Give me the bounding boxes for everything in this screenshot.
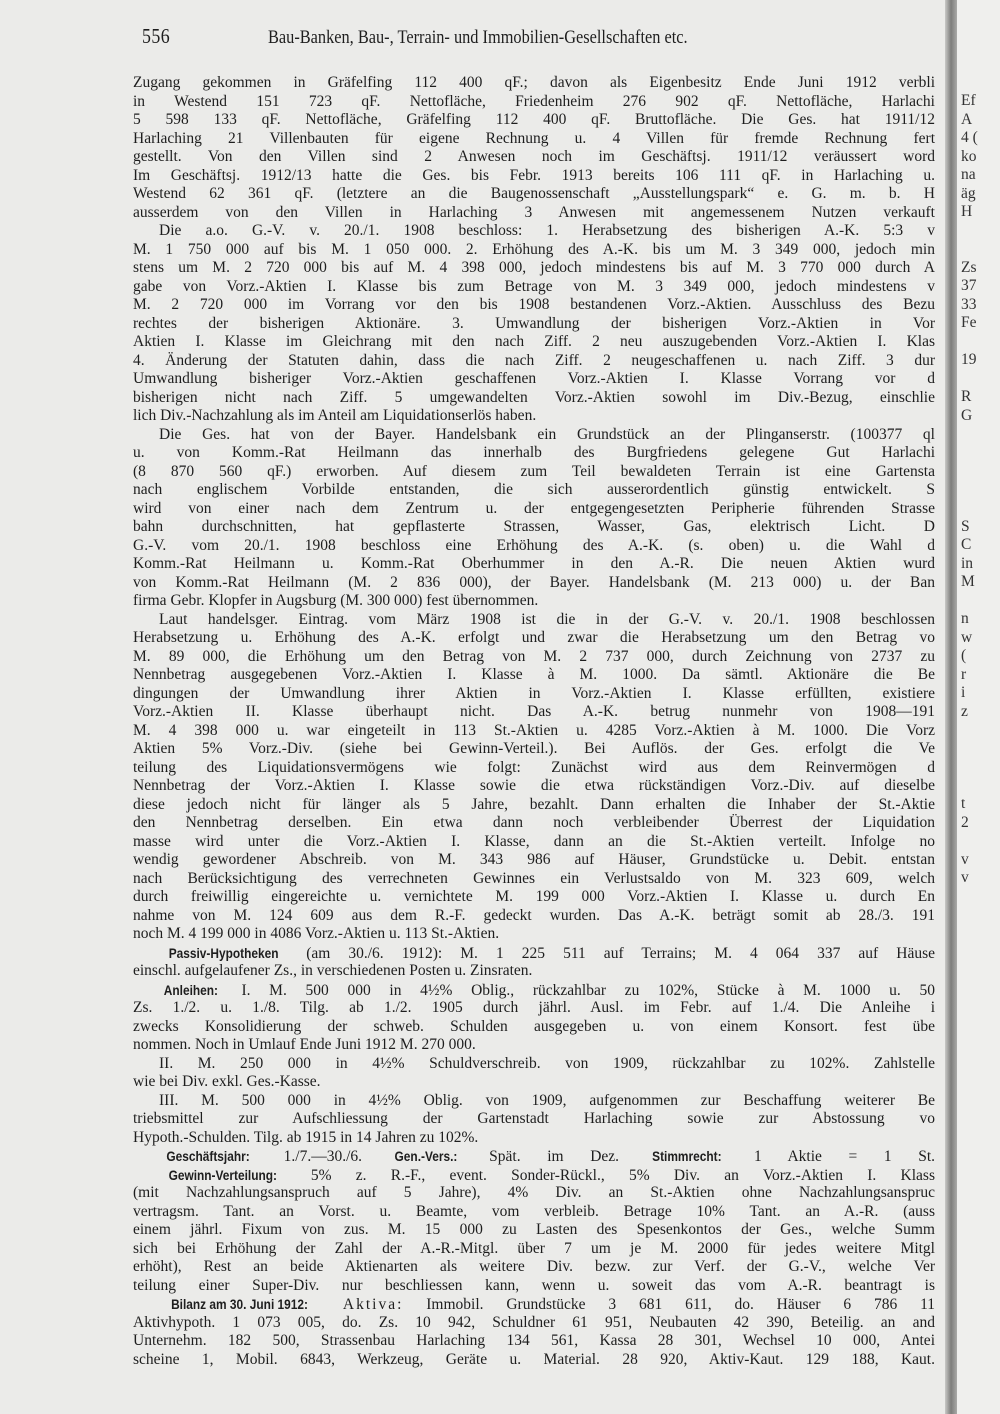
text-segment: Herabsetzung u. Erhöhung des A.-K. erfolgt und zwar die Herabsetzung um den Betrag vo	[133, 629, 935, 646]
text-segment: I. M. 500 000 in 4½% Oblig., rückzahlbar zu 102%, Stücke à M. 1000 u. 50	[222, 981, 935, 999]
text-segment: rechtes der bisherigen Aktionäre. 3. Umwandlung der bisherigen Vorz.-Aktien in Vor	[133, 314, 935, 332]
adjacent-page-fragment: ko	[961, 147, 977, 165]
running-title: Bau-Banken, Bau-, Terrain- und Immobilien-Gesellschaften etc.	[268, 27, 688, 48]
text-line	[133, 500, 935, 518]
text-line	[133, 296, 935, 314]
book-gutter	[945, 0, 957, 1414]
text-line	[133, 999, 935, 1017]
text-line	[133, 777, 935, 795]
adjacent-page-fragment: t	[961, 795, 966, 812]
text-segment: M. 2 720 000 im Vorrang vor den bis 1908 bestandenen Vorz.-Aktien. Ausschluss des Bezu	[133, 296, 935, 313]
text-segment: III. M. 500 000 in 4½% Oblig. von 1909, aufgenommen zur Beschaffung weiterer Be	[159, 1091, 935, 1109]
adjacent-page-fragment: Fe	[961, 314, 977, 331]
text-segment: II. M. 250 000 in 4½% Schuldverschreib. von 1909, rückzahlbar zu 102%. Zahlstelle	[159, 1054, 935, 1072]
text-line	[133, 1277, 935, 1295]
text-segment: gestellt. Von den Villen sind 2 Anwesen noch im Geschäftsj. 1911/12 veräussert word	[133, 148, 935, 165]
text-segment: einschl. aufgelaufener Zs., in verschiedenen Posten u. Zinsraten.	[133, 962, 533, 979]
text-line	[133, 1018, 935, 1036]
text-segment: firma Gebr. Klopfer in Augsburg (M. 300 000) fest übernommen.	[133, 592, 539, 609]
page-number: 556	[142, 24, 171, 48]
text-segment: M. 89 000, die Erhöhung um den Betrag von M. 2 737 000, durch Zeichnung von 2737 zu	[133, 647, 935, 665]
text-line	[133, 796, 935, 814]
text-line	[133, 870, 935, 888]
text-segment: Spät. im Dez.	[462, 1148, 646, 1165]
text-line	[133, 592, 935, 610]
text-segment: noch M. 4 199 000 in 4086 Vorz.-Aktien u. 113 St.-Aktien.	[133, 925, 500, 942]
text-line	[133, 518, 935, 536]
text-segment: in Westend 151 723 qF. Nettofläche, Friedenheim 276 902 qF. Nettofläche, Harlachi	[133, 92, 935, 110]
text-segment: teilung einer Super-Div. nur beschliessen kann, wenn u. soweit das vom A.-R. beantragt is	[133, 1276, 935, 1294]
adjacent-page-fragment: Ef	[961, 92, 976, 109]
text-line	[133, 111, 935, 129]
text-segment: masse wird unter die Vorz.-Aktien I. Klasse, dann an die St.-Aktien verteilt. Infolge no	[133, 832, 935, 850]
adjacent-page-fragment: äg	[961, 184, 976, 202]
text-segment: wie bei Div. exkl. Ges.-Kasse.	[133, 1073, 321, 1090]
text-segment: 1./7.—30./6.	[257, 1148, 389, 1165]
text-line	[133, 666, 935, 684]
text-segment: erhöht), Rest an beide Aktienarten als weitere Div. bezw. zur Verf. der G.-V., welche Ver	[133, 1258, 935, 1275]
text-line	[133, 148, 935, 166]
adjacent-page-fragment: 19	[961, 351, 977, 368]
text-line	[133, 130, 935, 148]
text-line	[133, 925, 935, 943]
section-label: Gewinn-Verteilung:	[168, 1166, 278, 1183]
text-segment: Komm.-Rat Heilmann u. Komm.-Rat Oberhummer in den A.-R. Die neuen Aktien wurd	[133, 555, 935, 572]
text-line	[133, 814, 935, 832]
text-segment: Die Ges. hat von der Bayer. Handelsbank ein Grundstück an der Plinganserstr. (100377 ql	[159, 425, 935, 443]
text-segment: lich Div.-Nachzahlung als im Anteil am Liquidationserlös haben.	[133, 407, 537, 424]
text-line	[133, 167, 935, 185]
text-segment: von Komm.-Rat Heilmann (M. 2 836 000), der Bayer. Handelsbank (M. 213 000) u. der Ban	[133, 573, 935, 591]
text-segment: (8 870 560 qF.) erworben. Auf diesem zum Teil bewaldeten Terrain ist eine Gartensta	[133, 462, 935, 480]
adjacent-page-fragment: G	[961, 406, 973, 424]
text-line	[133, 759, 935, 777]
adjacent-page-fragment: z	[961, 702, 968, 720]
text-line	[133, 389, 935, 407]
text-segment: M. 1 750 000 auf bis M. 1 050 000. 2. Erhöhung des A.-K. bis um M. 3 349 000, jedoch min	[133, 240, 935, 258]
text-segment: Unternehm. 182 500, Strassenbau Harlaching 134 561, Kassa 28 301, Wechsel 10 000, Antei	[133, 1332, 935, 1349]
text-segment: zwecks Konsolidierung der schweb. Schulden ausgegeben u. von einem Konsort. fest übe	[133, 1017, 935, 1035]
text-segment: Aktiva:	[342, 1296, 404, 1313]
text-line	[133, 722, 935, 740]
section-label: Passiv-Hypotheken	[168, 944, 279, 961]
text-segment	[320, 1296, 343, 1313]
text-line	[133, 1314, 935, 1332]
text-segment: Aktien 5% Vorz.-Div. (siehe bei Gewinn-Verteil.). Bei Auflös. der Ges. erfolgt die Ve	[133, 740, 935, 757]
text-segment: Hypoth.-Schulden. Tilg. ab 1915 in 14 Jahren zu 102%.	[133, 1128, 479, 1146]
section-label: Stimmrecht:	[651, 1148, 722, 1164]
text-segment: den Nennbetrag derselben. Ein etwa dann noch verbleibender Überrest der Liquidation	[133, 814, 935, 831]
text-line	[133, 463, 935, 481]
text-segment: durch freiwillig eingereichte u. vernichtete M. 199 000 Vorz.-Aktien I. Klasse u. durch En	[133, 888, 935, 905]
text-segment: ausserdem von den Villen in Harlaching 3 Anwesen mit angemessenem Nutzen verkauft	[133, 203, 935, 221]
text-line	[159, 611, 935, 629]
text-segment: Vorz.-Aktien II. Klasse überhaupt nicht. Das A.-K. betrug nunmehr von 1908—191	[133, 703, 935, 720]
text-segment: Die a.o. G.-V. v. 20./1. 1908 beschloss: 1. Herabsetzung des bisherigen A.-K. 5:3 v	[159, 222, 935, 239]
text-line	[159, 1055, 935, 1073]
text-segment: Zs. 1./2. u. 1./8. Tilg. ab 1./2. 1905 durch jährl. Ausl. im Febr. auf 1./4. Die Anleihe i	[133, 999, 935, 1016]
section-label: Gen.-Vers.:	[394, 1148, 458, 1164]
section-label: Geschäftsjahr:	[166, 1148, 250, 1164]
text-line	[133, 1184, 935, 1202]
adjacent-page-fragment: 4 (	[961, 129, 978, 146]
adjacent-page-fragment: 33	[961, 295, 977, 313]
adjacent-page-fragment: 2	[961, 813, 969, 831]
text-segment: 1 Aktie = 1 St.	[727, 1148, 935, 1165]
text-line	[133, 629, 935, 647]
text-line	[133, 703, 935, 721]
adjacent-page-fragment: H	[961, 203, 973, 220]
text-segment: Laut handelsger. Eintrag. vom März 1908 ist die in der G.-V. v. 20./1. 1908 beschlossen	[159, 610, 935, 628]
adjacent-page-fragment: S	[961, 517, 970, 535]
text-line	[133, 555, 935, 573]
text-line	[133, 185, 935, 203]
text-segment: diese jedoch nicht für länger als 5 Jahre, bezahlt. Dann erhalten die Inhaber der St.-Aktie	[133, 795, 935, 813]
text-line	[133, 888, 935, 906]
section-label: Anleihen:	[163, 981, 218, 998]
text-segment: vertragsm. Tant. an Vorst. u. Beamte, vom verbleib. Betrage 10% Tant. an A.-R. (auss	[133, 1202, 935, 1220]
adjacent-page-fragment: 37	[961, 277, 977, 294]
text-segment: u. von Komm.-Rat Heilmann das innerhalb des Burgfriedens gelegene Gut Harlachi	[133, 444, 935, 461]
text-line	[133, 907, 935, 925]
adjacent-page-edge	[957, 0, 1000, 1414]
text-segment: Nennbetrag ausgegebenen Vorz.-Aktien I. Klasse à M. 1000. Da sämtl. Aktionäre die Be	[133, 666, 935, 683]
text-line	[133, 444, 935, 462]
text-line	[133, 352, 935, 370]
text-segment: stens um M. 2 720 000 bis auf M. 4 398 000, jedoch mindestens bis auf M. 3 770 000 durch A	[133, 259, 935, 276]
text-segment: 4. Änderung der Statuten dahin, dass die nach Ziff. 2 neugeschaffenen u. nach Ziff. 3 dur	[133, 351, 935, 369]
adjacent-page-fragment: R	[961, 388, 972, 405]
text-line	[159, 426, 935, 444]
text-line	[133, 370, 935, 388]
text-segment: dingungen der Umwandlung ihrer Aktien in Vorz.-Aktien I. Klasse erfüllten, existiere	[133, 684, 935, 702]
text-segment: Umwandlung bisheriger Vorz.-Aktien geschaffenen Vorz.-Aktien I. Klasse Vorrang vor d	[133, 370, 935, 387]
text-line	[133, 1240, 935, 1258]
text-segment: wendig gewordener Abschreib. von M. 343 986 auf Häuser, Grundstücke u. Debit. entstan	[133, 851, 935, 868]
text-line	[159, 1166, 935, 1184]
text-line	[133, 1221, 935, 1239]
adjacent-page-fragment: in	[961, 554, 974, 572]
text-segment: teilung des Liquidationsvermögens wie folgt: Zunächst wird aus dem Reinvermögen d	[133, 758, 935, 776]
text-segment: scheine 1, Mobil. 6843, Werkzeug, Geräte u. Material. 28 920, Aktiv-Kaut. 129 188, Kaut.	[133, 1350, 935, 1368]
text-segment: Aktien I. Klasse im Gleichrang mit den nach Ziff. 2 neu auszugebenden Vorz.-Aktien I. Klas	[133, 333, 935, 350]
text-segment: M. 4 398 000 u. war eingeteilt in 113 St.-Aktien u. 4285 Vorz.-Aktien à M. 1000. Die Vorz	[133, 721, 935, 739]
text-segment: 5% z. R.-F., event. Sonder-Rückl., 5% Div. an Vorz.-Aktien I. Klass	[286, 1166, 935, 1184]
text-segment: Immobil. Grundstücke 3 681 611, do. Häuser 6 786 11	[403, 1296, 935, 1313]
adjacent-page-fragment: Zs	[961, 258, 977, 276]
adjacent-page-fragment: v	[961, 869, 969, 886]
text-line	[133, 1258, 935, 1276]
text-segment: Im Geschäftsj. 1912/13 hatte die Ges. bis Febr. 1913 bereits 106 111 qF. in Harlaching u.	[133, 166, 935, 184]
text-segment: einem jährl. Fixum von zus. M. 15 000 zu Lasten des Spesenkontos der Ges., welche Summ	[133, 1221, 935, 1238]
adjacent-page-fragment: (	[961, 647, 967, 664]
adjacent-page-fragment: M	[961, 573, 975, 590]
text-line	[133, 93, 935, 111]
section-label: Bilanz am 30. Juni 1912:	[171, 1296, 308, 1312]
text-line	[133, 537, 935, 555]
text-line	[133, 574, 935, 592]
text-line	[133, 1110, 935, 1128]
text-line	[133, 1351, 935, 1369]
text-line	[133, 1073, 935, 1091]
text-line	[133, 648, 935, 666]
text-line	[133, 278, 935, 296]
text-segment: 5 598 133 qF. Nettofläche, Gräfelfing 112 400 qF. Bruttofläche. Die Ges. hat 1911/12	[133, 111, 935, 128]
text-segment: (am 30./6. 1912): M. 1 225 511 auf Terrains; M. 4 064 337 auf Häuse	[288, 944, 935, 962]
text-segment: bahn durchschnitten, hat gepflasterte Strassen, Wasser, Gas, elektrisch Licht. D	[133, 518, 935, 535]
text-segment: gabe von Vorz.-Aktien I. Klasse bis zum Betrage von M. 3 349 000, jedoch mindestens v	[133, 277, 935, 295]
text-line	[133, 407, 935, 425]
text-segment: nahme von M. 124 609 aus dem R.-F. gedeckt wurden. Das A.-K. beträgt somit ab 28./3. 191	[133, 906, 935, 924]
text-segment: Zugang gekommen in Gräfelfing 112 400 qF.; davon als Eigenbesitz Ende Juni 1912 verbli	[133, 74, 935, 91]
text-line	[159, 944, 935, 962]
adjacent-page-fragment: i	[961, 684, 966, 701]
text-line	[133, 241, 935, 259]
text-line	[133, 204, 935, 222]
text-segment: Westend 62 361 qF. (letztere an die Baugenossenschaft „Ausstellungspark“ e. G. m. b. H	[133, 185, 935, 202]
text-line	[159, 1147, 935, 1165]
text-line	[133, 74, 935, 92]
text-line	[159, 1092, 935, 1110]
text-line	[133, 259, 935, 277]
text-line	[133, 740, 935, 758]
text-line	[133, 833, 935, 851]
text-line	[133, 1129, 935, 1147]
text-line	[133, 1332, 935, 1350]
text-line	[133, 962, 935, 980]
text-line	[133, 481, 935, 499]
text-segment: (mit Nachzahlungsanspruch auf 5 Jahre), 4% Div. an St.-Aktien ohne Nachzahlungsanspruc	[133, 1184, 935, 1201]
text-segment: bisherigen nicht nach Ziff. 5 umgewandelten Vorz.-Aktien sowohl im Div.-Bezug, einschlie	[133, 388, 935, 406]
text-line	[133, 1036, 935, 1054]
adjacent-page-fragment: A	[961, 110, 973, 128]
text-segment: wird von einer nach dem Zentrum u. der entgegengesetzten Peripherie führenden Strasse	[133, 499, 935, 517]
text-segment: triebsmittel zur Aufschliessung der Gartenstadt Harlaching sowie zur Abstossung vo	[133, 1110, 935, 1127]
text-line	[159, 222, 935, 240]
text-segment: nach englischem Vorbilde entstanden, die sich ausserordentlich günstig entwickelt. S	[133, 481, 935, 498]
adjacent-page-fragment: n	[961, 610, 969, 627]
text-line	[133, 1203, 935, 1221]
text-line	[159, 981, 935, 999]
adjacent-page-fragment: w	[961, 628, 973, 646]
adjacent-page-fragment: na	[961, 166, 976, 183]
adjacent-page-fragment: r	[961, 665, 967, 683]
text-line	[159, 1295, 935, 1313]
text-segment: sich bei Erhöhung der Zahl der A.-R.-Mitgl. über 7 um je M. 2000 für jedes weitere Mitgl	[133, 1239, 935, 1257]
text-segment: nach Berücksichtigung des verrechneten Gewinnes ein Verlustsaldo von M. 323 609, welch	[133, 869, 935, 887]
text-segment: Harlaching 21 Villenbauten für eigene Rechnung u. 4 Villen für fremde Rechnung fert	[133, 129, 935, 147]
text-segment: Aktivhypoth. 1 073 005, do. Zs. 10 942, Schuldner 61 951, Neubauten 42 390, Beteilig. an and	[133, 1313, 935, 1331]
adjacent-page-fragment: C	[961, 536, 972, 553]
text-line	[133, 333, 935, 351]
text-line	[133, 685, 935, 703]
text-segment: nommen. Noch in Umlauf Ende Juni 1912 M. 270 000.	[133, 1036, 476, 1053]
text-line	[133, 851, 935, 869]
adjacent-page-fragment: v	[961, 850, 969, 868]
text-segment: Nennbetrag der Vorz.-Aktien I. Klasse sowie die etwa rückständigen Vorz.-Div. auf dieselbe	[133, 777, 935, 794]
text-segment: G.-V. vom 20./1. 1908 beschloss eine Erhöhung des A.-K. (s. oben) u. die Wahl d	[133, 536, 935, 554]
text-line	[133, 315, 935, 333]
